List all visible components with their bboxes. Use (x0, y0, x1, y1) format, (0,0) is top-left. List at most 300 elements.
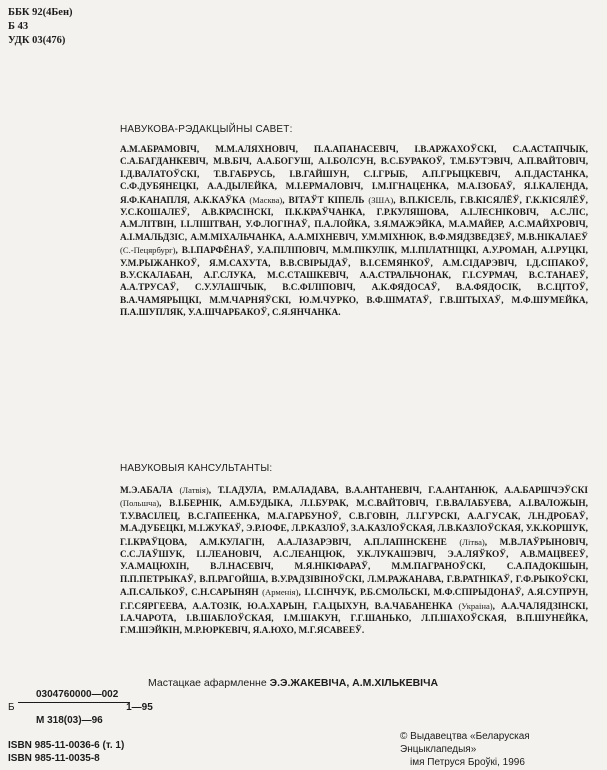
separator: , (408, 614, 422, 625)
separator: , (521, 524, 526, 535)
separator: , (247, 626, 253, 637)
separator: , (186, 562, 211, 573)
separator: , (196, 182, 208, 193)
separator: , (268, 258, 280, 269)
location-note: (Арменія) (262, 587, 299, 598)
separator: , (175, 246, 182, 257)
isbn-set: ISBN 985-11-0035-8 (8, 753, 100, 764)
person-name: У.Ф.ЛОГІНАЎ (245, 220, 308, 231)
copyright-line-1: © Выдавецтва «Беларуская Энцыклапедыя» (400, 731, 530, 755)
person-name: М.В.БІЧ (213, 157, 250, 168)
person-name: Г.В.КІСЯЛЁЎ (459, 195, 520, 206)
separator: , (502, 220, 509, 231)
person-name: А.П.САЛЬКОЎ (120, 588, 186, 599)
person-name: А.І.МАЛЬДЗІС (120, 232, 185, 243)
person-name: В.І.ПАРФЁНАЎ (181, 246, 251, 257)
person-name: А.А.ЛАЗАРЭВІЧ (277, 537, 349, 548)
separator: , (193, 574, 200, 585)
separator: , (448, 271, 463, 282)
separator: , (272, 169, 290, 180)
separator: , (585, 562, 589, 573)
person-name: А.С.ЛЕАНЦЮК (272, 550, 343, 561)
separator: , (362, 208, 377, 219)
separator: , (519, 195, 526, 206)
person-name: У.С.КОШАЛЕЎ (120, 208, 188, 219)
separator: , (208, 486, 218, 496)
separator: , (427, 588, 434, 599)
separator: , (585, 182, 588, 193)
isbn-block (8, 739, 124, 765)
person-name: Г.Г.ШАНЬКО (350, 614, 409, 625)
separator: , (373, 157, 381, 168)
person-name: М.С.ВАЙТОВІЧ (356, 499, 426, 510)
person-name: В.С.ЦІТОЎ (537, 283, 586, 294)
person-name: У.А.МАЦЮХІН (120, 562, 187, 573)
person-name: М.Г.ЯСАВЕЕЎ (298, 626, 362, 637)
person-name: А.І.ВАЛОЖЫН (518, 499, 586, 510)
separator: , (282, 232, 289, 243)
separator: , (295, 145, 314, 155)
separator: , (442, 220, 449, 231)
separator: , (494, 145, 513, 155)
person-name: У.А.ПІЛІПОВІЧ (256, 246, 326, 257)
person-name: І.І.ЛІШТВАН (180, 220, 239, 231)
person-name: М.А.ГАРБУНОЎ (267, 511, 339, 522)
person-name: І.А.ЧАРОТА (120, 614, 174, 625)
person-name: П.П.ПЕТРЫКАЎ (120, 574, 194, 585)
person-name: М.М.АЛЯХНОВІЧ (215, 145, 296, 155)
person-name: С.А.БАГДАНКЕВІЧ (120, 157, 206, 168)
person-name: С.А.АСТАПЧЫК (512, 145, 586, 155)
separator: , (265, 574, 272, 585)
separator: , (585, 283, 589, 294)
person-name: А.М.АБРАМОВІЧ (120, 145, 197, 155)
person-name: В.С.ГАПЕЕНКА (187, 511, 258, 522)
person-name: Л.Р.КАЗЛОЎ (291, 524, 347, 535)
separator: , (585, 169, 589, 180)
person-name: В.В.СВІРЫДАЎ (279, 258, 349, 269)
person-name: А.В.МАЦВЕЕЎ (519, 550, 586, 561)
separator: , (585, 524, 588, 535)
separator: , (249, 157, 257, 168)
location-note: (Украіна) (458, 600, 493, 611)
person-name: В.І.БЕРНІК (169, 499, 220, 510)
separator: , (355, 295, 367, 306)
person-name: Л.П.ШАХОЎСКАЯ (421, 614, 505, 625)
separator: , (250, 246, 257, 257)
person-name: М.Я.НІКІФАРАЎ (294, 562, 368, 573)
separator: , (274, 182, 286, 193)
person-name: Р.Б.СМОЛЬСКІ (360, 588, 428, 599)
person-name: М.В.ЛАЎРЫНОВІЧ (499, 537, 586, 548)
separator: , (518, 283, 538, 294)
separator: , (419, 486, 429, 496)
copyright-line-2: імя Петруся Броўкі, 1996 (410, 757, 525, 768)
person-name: В.П.РАГОЙША (199, 574, 266, 585)
separator: , (348, 258, 360, 269)
person-name: А.В.КРАСІНСКІ (201, 208, 271, 219)
publication-range: 1—95 (126, 702, 153, 713)
separator: , (484, 537, 500, 548)
bbk-code: ББК 92(4Бен) (8, 7, 73, 18)
separator: , (187, 195, 194, 206)
person-name: С.І.ГРЫБ (363, 169, 406, 180)
person-name: Я.А.ЮХО (252, 626, 294, 637)
separator: , (282, 195, 289, 206)
publication-code-middle (8, 702, 208, 713)
person-name: В.Ф.ШМАТАЎ (366, 295, 430, 306)
person-name: П.К.КРАЎЧАНКА (285, 208, 363, 219)
separator: , (423, 232, 429, 243)
person-name: В.С.ТАНАЕЎ (528, 271, 586, 282)
person-name: В.С.ФІЛІПОВІЧ (282, 283, 354, 294)
separator: , (338, 614, 351, 625)
person-name: В.У.СКАЛАБАН (120, 271, 190, 282)
person-name: С.Я.ЯНЧАНКА (271, 308, 339, 319)
separator: , (159, 499, 170, 510)
separator: , (405, 169, 422, 180)
person-name: Л.І.БУРАК (300, 499, 347, 510)
person-name: Ю.А.ХАРЫН (247, 601, 305, 612)
person-name: А.Я.СУПРУН (527, 588, 586, 599)
editorial-board-heading: НАВУКОВА-РЭДАКЦЫЙНЫ САВЕТ: (120, 124, 293, 135)
separator: , (453, 195, 460, 206)
separator: , (506, 550, 520, 561)
separator: , (338, 511, 349, 522)
separator: , (585, 208, 589, 219)
person-name: А.П.ГРЫЦКЕВІЧ (421, 169, 499, 180)
separator: , (270, 562, 295, 573)
separator: , (585, 271, 589, 282)
person-name: Э.А.ЛЯЎКОЎ (447, 550, 507, 561)
person-name: Л.В.КАЗЛОЎСКАЯ (437, 524, 522, 535)
separator: , (196, 145, 216, 155)
publication-code-top: 0304760000—002 (36, 689, 119, 700)
separator: , (263, 283, 283, 294)
separator: , (353, 283, 372, 294)
separator: , (177, 511, 188, 522)
person-name: А.А.ДЫЛЕЙКА (207, 182, 275, 193)
separator: , (585, 145, 588, 155)
person-name: А.М.ЛІТВІН (120, 220, 174, 231)
person-name: Л.І.ГУРСКІ (406, 511, 458, 522)
person-name: ВІТАЎТ КІПЕЛЬ (288, 195, 365, 206)
separator: , (367, 220, 375, 231)
person-name: А.І.РУЦКІ (540, 246, 586, 257)
person-name: С.С.ЛАЎШУК (120, 550, 183, 561)
separator: , (182, 550, 197, 561)
person-name: Т.І.АДУЛА (217, 486, 264, 496)
separator: , (173, 614, 187, 625)
separator: , (585, 601, 588, 612)
person-name: М.І.ЖУКАЎ (188, 524, 242, 535)
separator: , (354, 588, 361, 599)
design-credit-names: Э.Э.ЖАКЕВІЧА, А.М.ХІЛЬКЕВІЧА (269, 677, 439, 689)
person-name: В.Л.НАСЕВІЧ (210, 562, 271, 573)
separator: , (293, 626, 299, 637)
person-name: У.К.ЛУКАШЭВІЧ (356, 550, 434, 561)
separator: , (585, 246, 588, 257)
person-name: В.П.КІСЕЛЬ (399, 195, 454, 206)
person-name: А.А.МІХНЕВІЧ (288, 232, 356, 243)
separator: , (267, 308, 272, 319)
separator: , (197, 169, 214, 180)
separator: , (241, 524, 247, 535)
person-name: А.І.ЛЕСНІКОВІЧ (460, 208, 537, 219)
separator: , (515, 271, 529, 282)
separator: , (179, 626, 185, 637)
person-name: Г.І.СУРМАЧ (462, 271, 516, 282)
person-name: М.Э.АБАЛА (120, 486, 173, 496)
person-name: В.І.СЕМЯНКОЎ (359, 258, 431, 269)
separator: , (495, 486, 505, 496)
separator: , (310, 157, 319, 168)
separator: , (585, 550, 589, 561)
person-name: М.М.ПАГРАНОЎСКІ (391, 562, 484, 573)
person-name: Г.В.ШТЫХАЎ (439, 295, 502, 306)
separator: , (257, 511, 268, 522)
separator: , (325, 246, 333, 257)
person-name: М.І.ПІЛАТНІЦКІ (400, 246, 477, 257)
person-name: Г.А.ЦЫХУН (312, 601, 367, 612)
separator: , (262, 537, 277, 548)
person-name: А.А.ТОЗІК (192, 601, 240, 612)
separator: , (446, 182, 458, 193)
publication-letter: Б (8, 702, 15, 713)
person-name: Я.І.КАЛЕНДА (523, 182, 586, 193)
person-name: В.А.АНТАНЕВІЧ (345, 486, 420, 496)
person-name: М.В.НІКАЛАЕЎ (517, 232, 588, 243)
person-name: Г.І.КРАЎЦОВА (120, 537, 185, 548)
person-name: У.М.РЫЖАНКОЎ (120, 258, 198, 269)
person-name: М.Р.ЮРКЕВІЧ (184, 626, 248, 637)
person-name: Т.В.ГАБРУСЬ (213, 169, 273, 180)
separator: , (585, 614, 588, 625)
person-name: А.М.СІДАРЭВІЧ (442, 258, 515, 269)
separator: , (184, 601, 193, 612)
separator: , (184, 232, 191, 243)
person-name: А.М.БУДЫКА (229, 499, 291, 510)
person-name: С.Н.САРЫНЯН (191, 588, 259, 599)
person-name: Р.М.АЛАДАВА (272, 486, 337, 496)
person-name: Г.В.РАТНІКАЎ (446, 574, 511, 585)
person-name: М.А.МАЙЕР (448, 220, 503, 231)
person-name: З.Я.МАЖЭЙКА (374, 220, 443, 231)
person-name: С.У.УЛАШЧЫК (194, 283, 264, 294)
person-name: А.К.ФЯДОСАЎ (371, 283, 438, 294)
separator: , (184, 537, 200, 548)
separator: , (441, 574, 447, 585)
person-name: Т.М.БУТЭВІЧ (449, 157, 511, 168)
separator: , (446, 208, 461, 219)
person-name: М.М.ЧАРНЯЎСКІ (209, 295, 289, 306)
separator: , (346, 499, 357, 510)
person-name: М.М.ПІКУЛІК (332, 246, 395, 257)
separator: , (199, 295, 210, 306)
location-note: (Масква) (249, 194, 283, 205)
separator: , (288, 295, 299, 306)
separator: , (238, 220, 246, 231)
separator: , (514, 258, 527, 269)
separator: , (585, 511, 589, 522)
person-name: М.Ф.СПІРЫДОНАЎ (433, 588, 522, 599)
location-note: (ЗША) (368, 194, 394, 205)
separator: , (173, 220, 181, 231)
separator: , (585, 195, 588, 206)
person-name: М.А.ІЗОБАЎ (457, 182, 513, 193)
person-name: А.С.ЛІС (550, 208, 586, 219)
separator: , (585, 258, 588, 269)
b-code: Б 43 (8, 21, 29, 32)
separator: , (521, 588, 528, 599)
person-name: В.Ф.МЯДЗВЕДЗЕЎ (428, 232, 512, 243)
udk-code: УДК 03(476) (8, 35, 66, 46)
separator: , (307, 220, 315, 231)
person-name: В.А.ФЯДОСІК (455, 283, 519, 294)
person-name: А.А.ТРУСАЎ (120, 283, 177, 294)
separator: , (185, 588, 192, 599)
separator: , (342, 550, 357, 561)
separator: , (512, 182, 524, 193)
separator: , (298, 588, 305, 599)
design-credit (148, 677, 438, 689)
person-name: Г.Р.КУЛЯШОВА (376, 208, 447, 219)
person-name: І.В.ШАБЛОЎСКАЯ (186, 614, 272, 625)
separator: , (346, 524, 352, 535)
person-name: А.А.БАРШЧЭЎСКІ (504, 486, 589, 496)
person-name: В.А.ЧАМЯРЫЦКІ (120, 295, 199, 306)
separator: , (290, 499, 301, 510)
separator: , (348, 537, 364, 548)
separator: , (183, 308, 188, 319)
person-name: М.І.ЕРМАЛОВІЧ (285, 182, 361, 193)
person-name: С.Ф.ДУБЯНЕЦКІ (120, 182, 197, 193)
person-name: Г.К.КІСЯЛЁЎ (525, 195, 586, 206)
person-name: А.У.РОМАН (482, 246, 535, 257)
person-name: А.М.МІХАЛЬЧАНКА (190, 232, 283, 243)
separator: , (508, 499, 519, 510)
separator: , (429, 295, 440, 306)
person-name: Г.А.АНТАНЮК (428, 486, 496, 496)
location-note: (Польшча) (120, 498, 160, 509)
separator (447, 538, 460, 548)
person-name: У.А.ШЧАРБАКОЎ (187, 308, 268, 319)
separator: , (336, 486, 346, 496)
separator: , (425, 499, 436, 510)
person-name: І.В.АРЖАХОЎСКІ (414, 145, 495, 155)
person-name: А.А.ЧАЛЯДЗІНСКІ (500, 601, 586, 612)
location-note: (Літва) (459, 536, 485, 547)
separator: , (430, 258, 443, 269)
separator: , (286, 524, 292, 535)
person-name: І.Д.ВАЛАТОЎСКІ (120, 169, 198, 180)
separator: , (476, 246, 483, 257)
person-name: А.Г.СЛУКА (203, 271, 254, 282)
separator: , (433, 550, 448, 561)
person-name: Г.В.ВАЛАБУЕВА (435, 499, 509, 510)
separator: , (442, 157, 450, 168)
person-name: І.І.ЛЕАНОВІЧ (196, 550, 260, 561)
person-name: Г.Ф.РЫКОЎСКІ (515, 574, 586, 585)
person-name: З.А.КАЗЛОЎСКАЯ (351, 524, 433, 535)
person-name: І.М.ІГНАЦЕНКА (371, 182, 447, 193)
person-name: М.Ф.ШУМЕЙКА (511, 295, 586, 306)
separator: , (492, 601, 501, 612)
person-name: П.А.АПАНАСЕВІЧ (313, 145, 396, 155)
separator: , (346, 169, 364, 180)
person-name: П.А.ЛОЙКА (314, 220, 368, 231)
person-name: Я.М.САХУТА (208, 258, 269, 269)
separator: . (361, 626, 365, 637)
separator: , (536, 208, 551, 219)
separator: , (259, 550, 273, 561)
separator: , (394, 246, 401, 257)
separator: , (187, 208, 202, 219)
separator: , (498, 169, 515, 180)
separator: , (366, 601, 375, 612)
person-name: А.С.МАЙХРОВІЧ (508, 220, 586, 231)
separator: , (396, 511, 407, 522)
separator: , (253, 271, 267, 282)
person-name: У.М.МІХНЮК (361, 232, 424, 243)
separator: , (197, 258, 209, 269)
person-name: В.У.РАДЗІВІНОЎСКІ (271, 574, 362, 585)
person-name: А.К.КАЎКА (193, 195, 246, 206)
separator: , (437, 283, 456, 294)
separator: , (501, 295, 512, 306)
person-name: І.Д.СІПАКОЎ (526, 258, 586, 269)
separator: , (271, 614, 284, 625)
separator: , (304, 601, 313, 612)
person-name: В.П.ШУНЕЙКА (516, 614, 586, 625)
person-name: Т.У.ВАСІЛЕЦ (120, 511, 178, 522)
separator: , (585, 295, 588, 306)
publication-code-bottom: М 318(03)—96 (36, 715, 103, 726)
classification-codes (8, 6, 73, 48)
person-name: П.А.ШУПЛЯК (120, 308, 184, 319)
person-name: Г.М.ШЭЙКІН (120, 626, 180, 637)
person-name: Я.Ф.КАНАПЛЯ (120, 195, 188, 206)
separator: , (510, 157, 518, 168)
separator: , (483, 562, 507, 573)
separator: , (263, 486, 273, 496)
separator: , (361, 574, 368, 585)
separator: , (355, 232, 362, 243)
consultants-list (120, 484, 588, 638)
separator: , (534, 246, 541, 257)
separator: , (205, 157, 214, 168)
person-name: А.П.ВАЙТОВІЧ (517, 157, 586, 168)
person-name: Г.Г.СЯРГЕЕВА (120, 601, 185, 612)
person-name: І.В.ГАЙШУН (289, 169, 347, 180)
person-name: І.І.СІНЧУК (304, 588, 355, 599)
person-name: А.М.КУЛАГІН (199, 537, 263, 548)
separator: , (239, 601, 248, 612)
separator: , (189, 271, 204, 282)
person-name: Л.Н.ДРОБАЎ (528, 511, 586, 522)
separator: , (183, 524, 189, 535)
person-name: С.В.ГОВІН (348, 511, 397, 522)
separator: , (271, 208, 286, 219)
separator: , (432, 524, 438, 535)
person-name: Л.М.РАЖАНАВА (367, 574, 442, 585)
separator: , (585, 157, 589, 168)
separator: , (585, 537, 588, 548)
person-name: А.І.БОЛСУН (318, 157, 374, 168)
person-name: М.А.ДУБЕЦКІ (120, 524, 184, 535)
person-name: В.С.БУРАКОЎ (380, 157, 443, 168)
location-note: (Латвія) (179, 485, 209, 495)
